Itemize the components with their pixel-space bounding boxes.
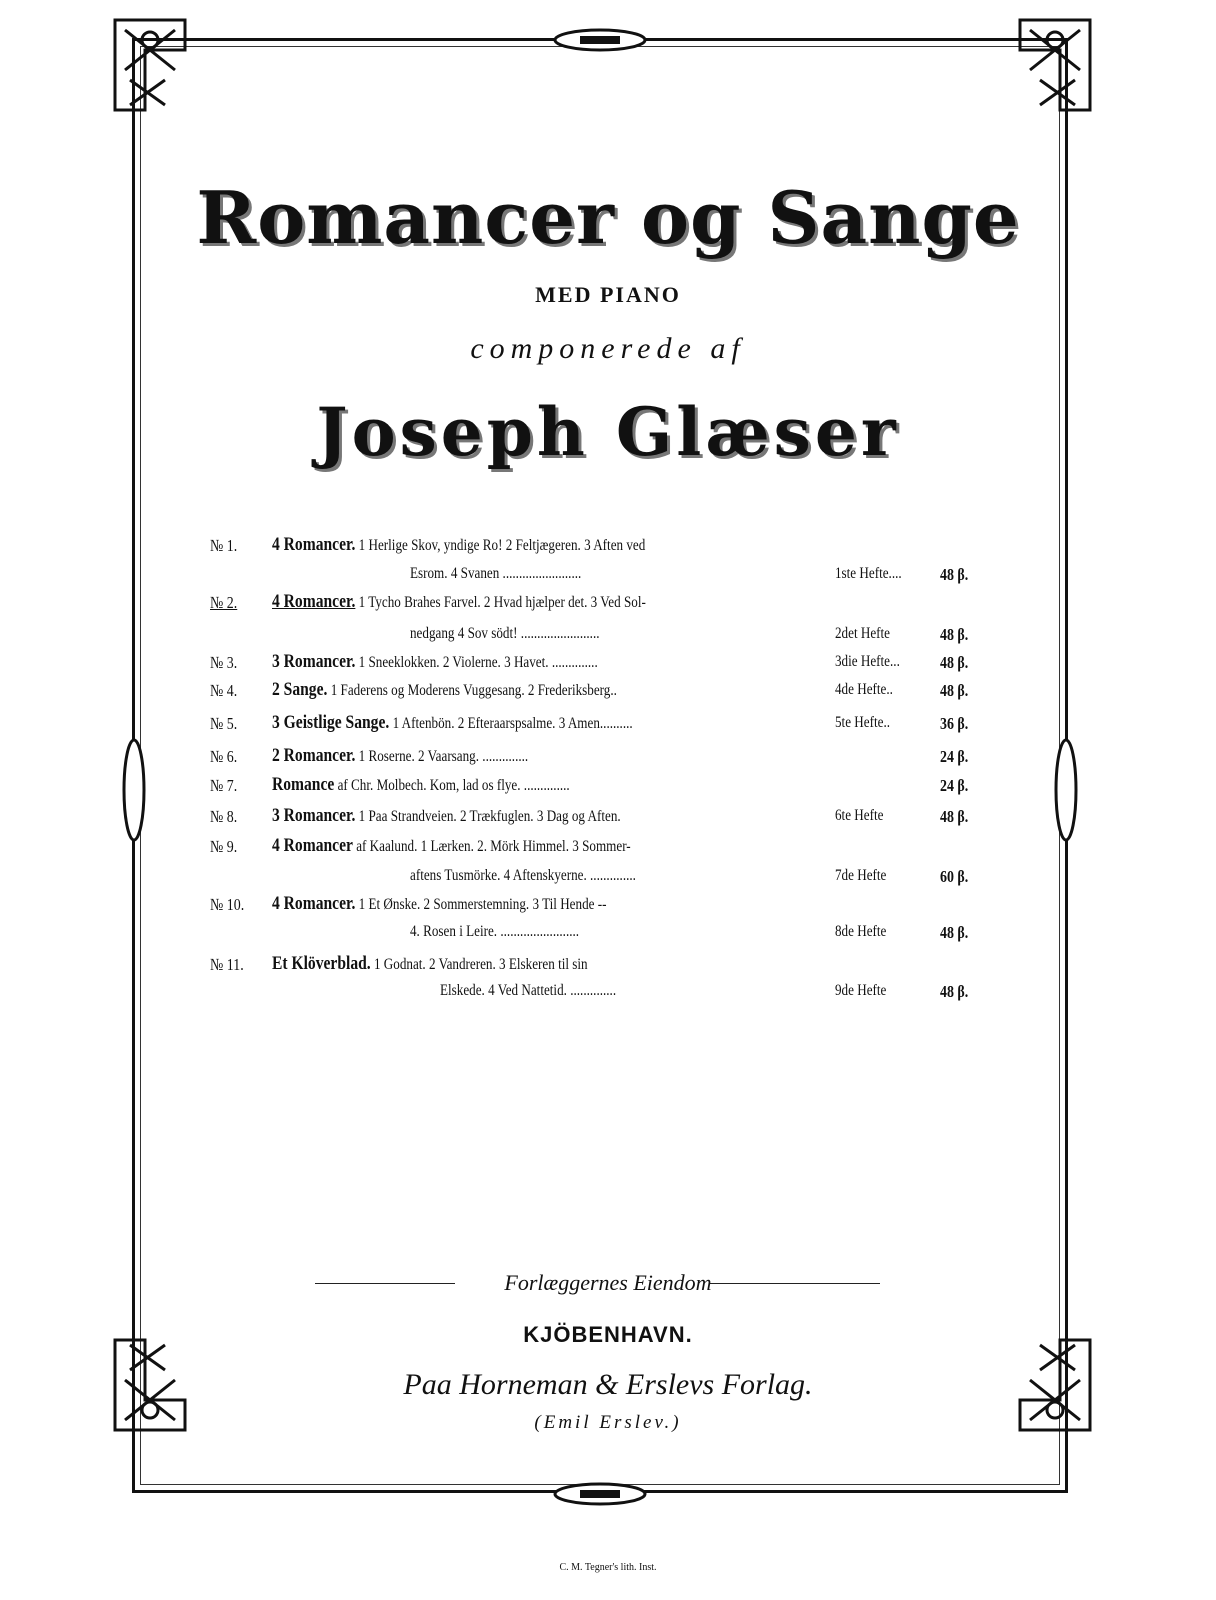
entry-price: 48 β.	[940, 807, 969, 826]
entry-price: 48 β.	[940, 681, 969, 700]
publisher-city: KJÖBENHAVN.	[523, 1322, 693, 1347]
entry-number: № 4.	[210, 681, 238, 700]
entry-heading: 3 Geistlige Sange.	[272, 712, 390, 733]
entry-price: 48 β.	[940, 653, 969, 672]
left-side-ornament-icon	[112, 700, 156, 880]
entry-heading: 2 Romancer.	[272, 745, 356, 766]
publisher-property: Forlæggernes Eiendom	[504, 1270, 712, 1295]
entry-volume: 5te Hefte..	[835, 714, 891, 731]
entry-line	[272, 835, 631, 857]
entry-number: № 3.	[210, 653, 238, 672]
entry-number: № 6.	[210, 747, 238, 766]
entry-songs: 1 Godnat. 2 Vandreren. 3 Elskeren til sin	[373, 956, 588, 973]
page-title: Romancer og Sange	[196, 175, 1020, 260]
entry-songs: af Kaalund. 1 Lærken. 2. Mörk Himmel. 3 Sommer-	[356, 838, 631, 855]
entry-price: 36 β.	[940, 714, 969, 733]
entry-line	[272, 805, 621, 827]
entry-volume: 6te Hefte	[835, 807, 884, 824]
entry-volume: 9de Hefte	[835, 982, 887, 999]
corner-ornament-icon	[1010, 10, 1100, 120]
publisher-imprint: Paa Horneman & Erslevs Forlag.	[403, 1368, 813, 1401]
entry-songs: af Chr. Molbech. Kom, lad os flye. ..............	[337, 777, 570, 794]
entry-line	[272, 712, 633, 734]
corner-ornament-icon	[105, 10, 195, 120]
entry-line	[272, 651, 598, 673]
subtitle: MED PIANO	[535, 282, 681, 307]
entry-songs-continued: aftens Tusmörke. 4 Aftenskyerne. ..............	[410, 867, 636, 884]
entry-price: 48 β.	[940, 923, 969, 942]
right-side-ornament-icon	[1044, 700, 1088, 880]
entry-number: № 1.	[210, 536, 238, 555]
entry-volume: 7de Hefte	[835, 867, 887, 884]
entry-number: № 7.	[210, 776, 238, 795]
entry-number: № 11.	[210, 955, 244, 974]
entry-songs: 1 Faderens og Moderens Vuggesang. 2 Frederiksberg..	[330, 682, 617, 699]
entry-number: № 9.	[210, 837, 238, 856]
entry-price: 24 β.	[940, 776, 969, 795]
lithographer-credit: C. M. Tegner's lith. Inst.	[559, 1562, 657, 1573]
entry-heading: 3 Romancer.	[272, 651, 356, 672]
entry-line	[272, 893, 606, 915]
entry-volume: 8de Hefte	[835, 923, 887, 940]
entry-price: 48 β.	[940, 625, 969, 644]
entry-songs-continued: 4. Rosen i Leire. ........................	[410, 923, 580, 940]
entry-heading: 4 Romancer	[272, 835, 353, 856]
entry-line	[272, 591, 646, 613]
entry-number: № 8.	[210, 807, 238, 826]
entry-number: № 2.	[210, 593, 238, 612]
entry-price: 48 β.	[940, 565, 969, 584]
entry-songs-continued: Esrom. 4 Svanen ........................	[410, 565, 582, 582]
entry-songs: 1 Sneeklokken. 2 Violerne. 3 Havet. ..............	[358, 654, 598, 671]
entry-price: 48 β.	[940, 982, 969, 1001]
entry-songs: 1 Et Ønske. 2 Sommerstemning. 3 Til Hende --	[358, 896, 607, 913]
entry-line	[272, 534, 645, 556]
entry-number: № 5.	[210, 714, 238, 733]
entry-songs: 1 Tycho Brahes Farvel. 2 Hvad hjælper det. 3 Ved Sol-	[358, 594, 646, 611]
entry-volume: 1ste Hefte....	[835, 565, 902, 582]
entry-songs: 1 Aftenbön. 2 Efteraarspsalme. 3 Amen..........	[392, 715, 633, 732]
entry-heading: 3 Romancer.	[272, 805, 356, 826]
entry-songs-continued: Elskede. 4 Ved Nattetid. ..............	[440, 982, 617, 999]
entry-heading: 4 Romancer.	[272, 893, 356, 914]
entry-line	[272, 774, 570, 796]
entry-line	[272, 953, 588, 975]
entry-volume: 3die Hefte...	[835, 653, 900, 670]
composed-by-label: componerede af	[470, 332, 746, 365]
entry-songs: 1 Paa Strandveien. 2 Trækfuglen. 3 Dag og Aften.	[358, 808, 621, 825]
entry-heading: Romance	[272, 774, 335, 795]
entry-heading: 4 Romancer.	[272, 534, 356, 555]
entry-songs-continued: nedgang 4 Sov södt! ........................	[410, 625, 600, 642]
entry-volume: 4de Hefte..	[835, 681, 893, 698]
entry-heading: Et Klöverblad.	[272, 953, 371, 974]
entry-price: 60 β.	[940, 867, 969, 886]
entry-songs: 1 Roserne. 2 Vaarsang. ..............	[358, 748, 529, 765]
entry-songs: 1 Herlige Skov, yndige Ro! 2 Feltjægeren. 3 Aften ved	[358, 537, 646, 554]
composer-name: Joseph Glæser	[316, 393, 900, 471]
top-center-ornament-icon	[540, 20, 660, 60]
entry-heading: 4 Romancer.	[272, 591, 356, 612]
entry-line	[272, 745, 528, 767]
entry-price: 24 β.	[940, 747, 969, 766]
entry-number: № 10.	[210, 895, 245, 914]
publisher-owner: (Emil Erslev.)	[534, 1412, 682, 1433]
entry-line	[272, 679, 617, 701]
entry-heading: 2 Sange.	[272, 679, 328, 700]
bottom-center-ornament-icon	[540, 1474, 660, 1514]
entry-volume: 2det Hefte	[835, 625, 891, 642]
